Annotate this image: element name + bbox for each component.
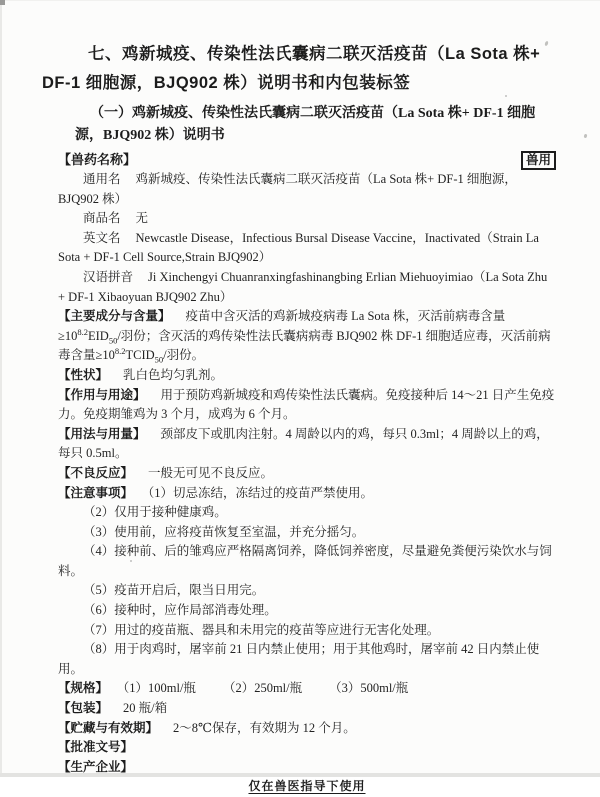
pinyin-label: 汉语拼音 [83,269,134,284]
trade-name-row [58,209,556,229]
precaution-item-7: （7）用过的疫苗瓶、器具和未用完的疫苗等应进行无害化处理。 [83,622,440,637]
composition-text-2: EID [88,328,109,343]
adverse-reactions-text: 一般无可见不良反应。 [148,465,274,480]
spec-item-2: （2）250ml/瓶 [222,681,303,696]
dosage-section [58,425,556,464]
composition-subscript-1: 50 [108,335,118,346]
pinyin-value: Ji Xinchengyi Chuanranxingfashinangbing Erlian Miehuoyimiao（La Sota Zhu + DF-1 Xibaoyuan BJQ902 Zhu） [58,269,548,304]
precaution-item-2: （2）仅用于接种健康鸡。 [83,505,227,520]
precaution-item-1: （1）切忌冻结，冻结过的疫苗严禁使用。 [148,485,374,500]
precaution-item-5: （5）疫苗开启后，限当日用完。 [83,583,265,598]
english-name-label: 英文名 [83,230,121,245]
veterinary-use-badge: 兽用 [521,151,556,170]
pinyin-row [58,268,556,307]
composition-text-5: /羽份。 [163,348,205,363]
storage-section [58,719,556,739]
precaution-item-8: （8）用于肉鸡时，屠宰前 21 日内禁止使用；用于其他鸡时，屠宰前 42 日内禁止使用。 [58,642,540,676]
appearance-text: 乳白色均匀乳剂。 [123,367,224,382]
packaging-text: 20 瓶/箱 [123,701,168,716]
precautions-header: 【注意事项】 [58,485,134,500]
dosage-header: 【用法与用量】 [58,426,146,441]
trade-name-label: 商品名 [83,211,121,226]
composition-header: 【主要成分与含量】 [58,309,171,324]
packaging-section [58,699,556,719]
composition-superscript-1: 8.2 [77,326,88,337]
adverse-reactions-section [58,464,556,484]
composition-subscript-2: 50 [154,354,164,365]
appearance-header: 【性状】 [58,367,109,382]
composition-text-1: 疫苗中含灭活的鸡新城疫病毒 La Sota 株，灭活前病毒含量≥10 [58,309,506,343]
generic-name-value: 鸡新城疫、传染性法氏囊病二联灭活疫苗（La Sota 株+ DF-1 细胞源，BJQ902 株） [58,172,517,206]
approval-number-section [58,738,556,758]
adverse-reactions-header: 【不良反应】 [58,465,134,480]
footer-note: 仅在兽医指导下使用 [248,779,366,794]
appearance-section [58,366,556,386]
drug-name-section-header: 【兽药名称】 [58,152,137,168]
manufacturer-section [58,758,556,778]
composition-section [58,307,556,366]
packaging-header: 【包装】 [58,701,109,716]
dosage-text: 颈部皮下或肌肉注射。4 周龄以内的鸡，每只 0.3ml；4 周龄以上的鸡，每只 0.5ml。 [58,426,549,461]
specifications-header: 【规格】 [58,681,109,696]
trade-name-value: 无 [135,211,149,226]
specifications-section [58,679,556,699]
composition-superscript-2: 8.2 [114,346,126,357]
document-subtitle: （一）鸡新城疫、传染性法氏囊病二联灭活疫苗（La Sota 株+ DF-1 细胞源，BJQ902 株）说明书 [75,106,536,143]
document-title: 七、鸡新城疫、传染性法氏囊病二联灭活疫苗（La Sota 株+ DF-1 细胞源，BJQ902 株）说明书和内包装标签 [42,45,541,92]
indications-text: 用于预防鸡新城疫和鸡传染性法氏囊病。免疫接种后 14～21 日产生免疫力。免疫期雏鸡为 3 个月，成鸡为 6 个月。 [58,387,555,422]
storage-header: 【贮藏与有效期】 [58,720,159,735]
generic-name-label: 通用名 [83,172,121,186]
spec-item-3: （3）500ml/瓶 [329,681,409,696]
precaution-item-3: （3）使用前，应将疫苗恢复至室温，并充分摇匀。 [83,524,365,539]
precautions-section [58,484,556,504]
english-name-value: Newcastle Disease，Infectious Bursal Disease Vaccine，Inactivated（Strain La Sota + DF-1 Cell Source,Strain BJQ902） [58,230,539,265]
manufacturer-header: 【生产企业】 [58,759,134,774]
composition-text-3: /羽份；含灭活的鸡传染性法氏囊病病毒 BJQ902 株 DF-1 细胞适应毒，灭活前病毒含量≥10 [58,328,551,363]
indications-section [58,386,556,425]
precaution-item-4: （4）接种前、后的雏鸡应严格隔离饲养，降低饲养密度，尽量避免粪便污染饮水与饲料。 [58,544,552,578]
generic-name-row [58,170,556,209]
spec-item-1: （1）100ml/瓶 [123,681,196,696]
precaution-item-6: （6）接种时，应作局部消毒处理。 [83,603,277,618]
indications-header: 【作用与用途】 [58,387,146,402]
composition-text-4: TCID [125,348,155,363]
english-name-row [58,229,556,268]
approval-number-header: 【批准文号】 [58,740,134,755]
storage-text: 2～8℃保存，有效期为 12 个月。 [173,720,356,735]
